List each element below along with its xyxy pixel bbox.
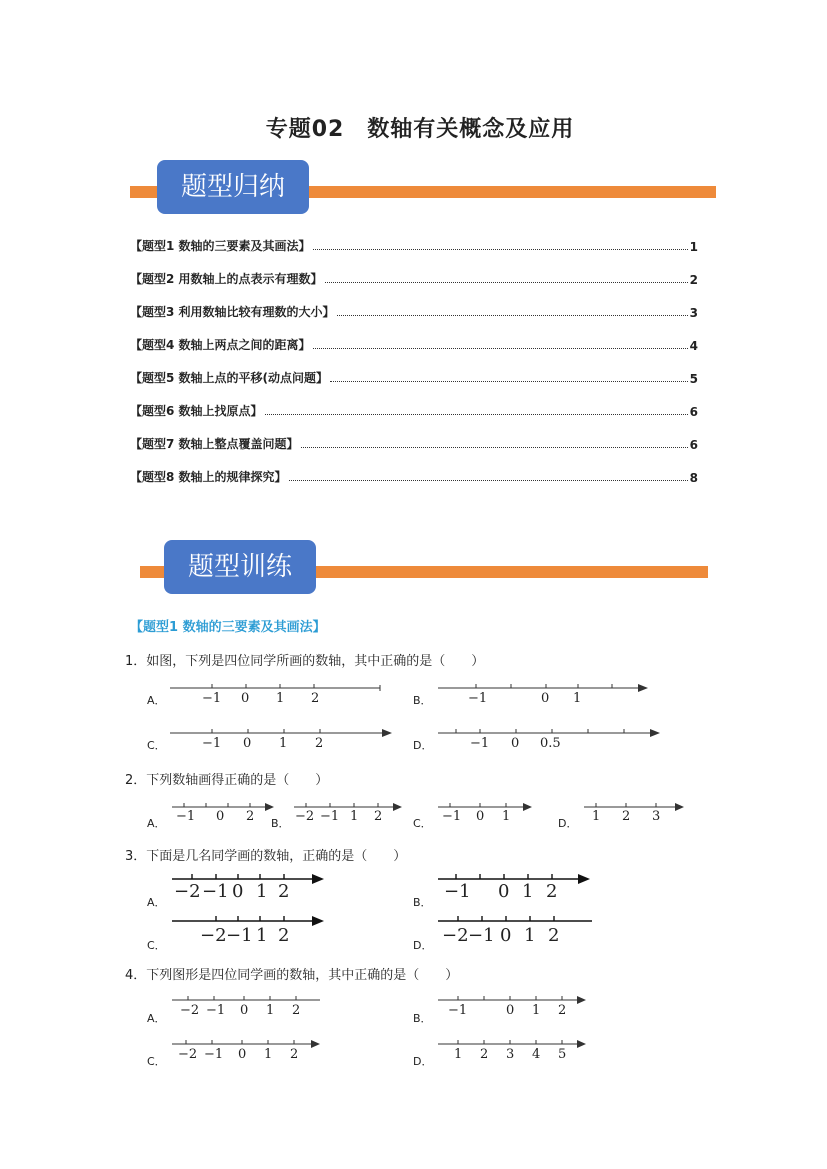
toc-entry[interactable] xyxy=(130,434,698,452)
tick-label: −1 xyxy=(468,691,488,706)
option-letter: B． xyxy=(413,896,432,909)
toc-leader xyxy=(301,447,688,448)
tick-label: 1 xyxy=(276,691,285,706)
tick-label: 1 xyxy=(524,925,536,946)
tick-label: 2 xyxy=(622,809,631,824)
tick-label: −2 xyxy=(442,925,469,946)
tick-label: 2 xyxy=(480,1047,489,1062)
tick-label: 0 xyxy=(506,1003,515,1018)
option-letter: C． xyxy=(413,817,432,830)
tick-label: 0 xyxy=(238,1047,247,1062)
toc-entry-title: 【题型7 数轴上整点覆盖问题】 xyxy=(130,437,299,451)
tick-label: 2 xyxy=(278,881,290,902)
question-stem: 2．下列数轴画得正确的是（ ） xyxy=(125,773,329,788)
toc-entry-title: 【题型6 数轴上找原点】 xyxy=(130,404,263,418)
tick-label: 3 xyxy=(506,1047,515,1062)
tick-label: 0.5 xyxy=(540,736,561,751)
tick-label: −1 xyxy=(202,881,229,902)
tick-label: 1 xyxy=(532,1003,541,1018)
tick-label: 0 xyxy=(476,809,485,824)
number-line xyxy=(170,800,276,830)
option-letter: A． xyxy=(147,817,166,830)
option-letter: B． xyxy=(271,817,290,830)
toc-entry-title: 【题型3 利用数轴比较有理数的大小】 xyxy=(130,305,335,319)
option-letter: A． xyxy=(147,896,166,909)
tick-label: 0 xyxy=(216,809,225,824)
number-line xyxy=(170,1038,324,1064)
number-line xyxy=(170,914,326,946)
toc-entry-page: 1 xyxy=(689,240,698,254)
tick-label: 1 xyxy=(592,809,601,824)
tick-label: −1 xyxy=(442,809,462,824)
tick-label: 1 xyxy=(573,691,582,706)
tick-label: 1 xyxy=(266,1003,275,1018)
number-line xyxy=(168,680,383,710)
number-line xyxy=(436,1038,590,1064)
toc-entry-page: 6 xyxy=(689,438,698,452)
tick-label: −1 xyxy=(226,925,253,946)
tick-label: 1 xyxy=(264,1047,273,1062)
toc-entry-page: 5 xyxy=(689,372,698,386)
tick-label: 0 xyxy=(541,691,550,706)
toc-entry-page: 2 xyxy=(689,273,698,287)
toc-entry-title: 【题型5 数轴上点的平移(动点问题】 xyxy=(130,371,329,385)
toc-leader xyxy=(330,381,688,382)
number-line xyxy=(292,800,404,830)
training-heading: 【题型1 数轴的三要素及其画法】 xyxy=(130,620,326,635)
tick-label: 0 xyxy=(241,691,250,706)
tick-label: 1 xyxy=(256,881,268,902)
option-letter: C． xyxy=(147,939,166,952)
question-stem: 4．下列图形是四位同学画的数轴，其中正确的是（ ） xyxy=(125,968,459,983)
tick-label: 2 xyxy=(374,809,383,824)
toc-leader xyxy=(313,249,688,250)
tick-label: −1 xyxy=(444,881,471,902)
toc-entry-title: 【题型4 数轴上两点之间的距离】 xyxy=(130,338,311,352)
number-line xyxy=(436,725,664,755)
tick-label: −2 xyxy=(200,925,227,946)
tick-label: 1 xyxy=(350,809,359,824)
option-letter: C． xyxy=(147,1055,166,1068)
tick-label: 2 xyxy=(246,809,255,824)
toc-entry-title: 【题型1 数轴的三要素及其画法】 xyxy=(130,239,311,253)
number-line xyxy=(436,914,596,946)
option-letter: D． xyxy=(413,1055,433,1068)
toc-entry-title: 【题型8 数轴上的规律探究】 xyxy=(130,470,287,484)
number-line xyxy=(436,680,651,710)
tick-label: 1 xyxy=(454,1047,463,1062)
tick-label: −2 xyxy=(174,881,201,902)
toc-leader xyxy=(265,414,688,415)
toc-entry[interactable] xyxy=(130,401,698,419)
tick-label: 2 xyxy=(548,925,560,946)
toc-leader xyxy=(325,282,688,283)
toc-entry[interactable] xyxy=(130,269,698,287)
tick-label: 0 xyxy=(498,881,510,902)
toc-entry[interactable] xyxy=(130,467,698,485)
option-letter: C． xyxy=(147,739,166,752)
toc-leader xyxy=(289,480,688,481)
toc-entry-title: 【题型2 用数轴上的点表示有理数】 xyxy=(130,272,323,286)
tick-label: −1 xyxy=(204,1047,224,1062)
number-line xyxy=(168,725,396,755)
tick-label: −1 xyxy=(202,691,222,706)
option-letter: B． xyxy=(413,694,432,707)
tick-label: 0 xyxy=(240,1003,249,1018)
option-letter: D． xyxy=(413,739,433,752)
number-line xyxy=(436,800,534,830)
tick-label: 1 xyxy=(502,809,511,824)
number-line xyxy=(436,994,590,1020)
tick-label: 2 xyxy=(546,881,558,902)
tick-label: −1 xyxy=(448,1003,468,1018)
tick-label: 0 xyxy=(500,925,512,946)
tick-label: −1 xyxy=(320,809,340,824)
number-line xyxy=(582,800,686,830)
tick-label: 2 xyxy=(290,1047,299,1062)
toc-entry[interactable] xyxy=(130,236,698,254)
number-line xyxy=(170,994,326,1020)
toc-entry-page: 6 xyxy=(689,405,698,419)
tick-label: 2 xyxy=(292,1003,301,1018)
tick-label: 0 xyxy=(511,736,520,751)
number-line xyxy=(436,872,592,902)
page-title: 专题02 数轴有关概念及应用 xyxy=(265,117,575,142)
tick-label: 1 xyxy=(279,736,288,751)
tick-label: −1 xyxy=(206,1003,226,1018)
tick-label: 2 xyxy=(558,1003,567,1018)
tick-label: 2 xyxy=(311,691,320,706)
tick-label: 5 xyxy=(558,1047,567,1062)
tick-label: 1 xyxy=(256,925,268,946)
option-letter: A． xyxy=(147,1012,166,1025)
tick-label: 2 xyxy=(278,925,290,946)
option-letter: B． xyxy=(413,1012,432,1025)
tick-label: 1 xyxy=(522,881,534,902)
question-stem: 1．如图，下列是四位同学所画的数轴，其中正确的是（ ） xyxy=(125,654,485,669)
tick-label: −1 xyxy=(468,925,495,946)
toc-leader xyxy=(337,315,688,316)
question-stem: 3．下面是几名同学画的数轴，正确的是（ ） xyxy=(125,849,407,864)
toc-entry-page: 3 xyxy=(689,306,698,320)
toc-entry[interactable] xyxy=(130,302,698,320)
toc-entry[interactable] xyxy=(130,335,698,353)
option-letter: A． xyxy=(147,694,166,707)
toc-entry-page: 8 xyxy=(689,471,698,485)
option-letter: D． xyxy=(413,939,433,952)
tick-label: 0 xyxy=(232,881,244,902)
tick-label: −2 xyxy=(178,1047,198,1062)
toc-entry[interactable] xyxy=(130,368,698,386)
section-tag: 题型训练 xyxy=(164,540,316,594)
section-tag: 题型归纳 xyxy=(157,160,309,214)
tick-label: 0 xyxy=(243,736,252,751)
tick-label: −1 xyxy=(176,809,196,824)
tick-label: −2 xyxy=(180,1003,200,1018)
toc-entry-page: 4 xyxy=(689,339,698,353)
number-line xyxy=(170,872,326,902)
tick-label: 4 xyxy=(532,1047,541,1062)
tick-label: 2 xyxy=(315,736,324,751)
option-letter: D． xyxy=(558,817,578,830)
tick-label: 3 xyxy=(652,809,661,824)
tick-label: −2 xyxy=(295,809,315,824)
tick-label: −1 xyxy=(470,736,490,751)
toc-leader xyxy=(313,348,688,349)
tick-label: −1 xyxy=(202,736,222,751)
